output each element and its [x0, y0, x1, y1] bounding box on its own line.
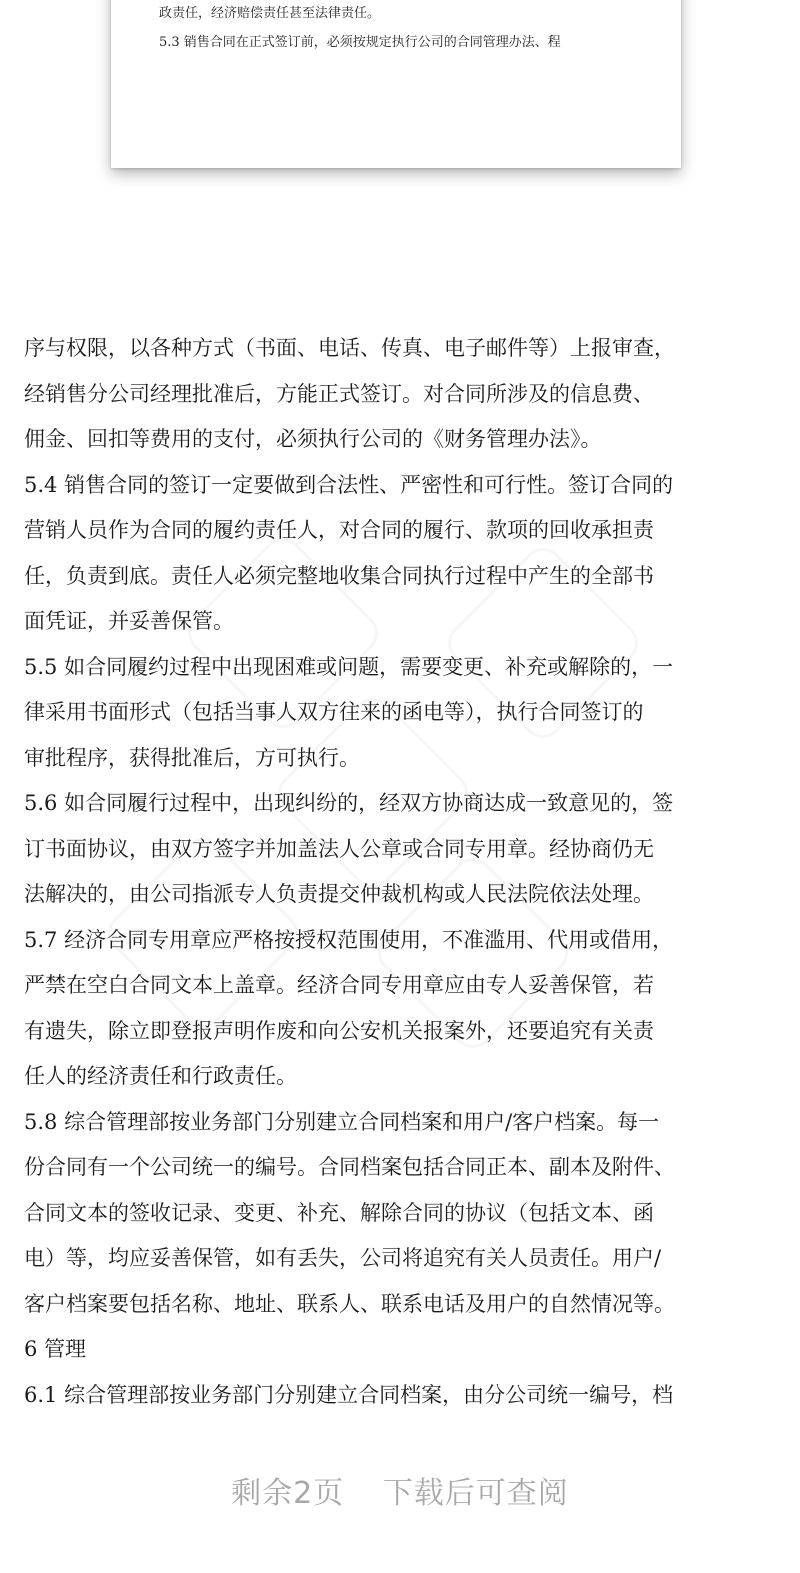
preview-line: 5.3 销售合同在正式签订前，必须按规定执行公司的合同管理办法、程 — [159, 35, 561, 50]
text-line: 律采用书面形式（包括当事人双方往来的函电等），执行合同签订的 — [24, 700, 644, 724]
text-line: 合同文本的签收记录、变更、补充、解除合同的协议（包括文本、函 — [24, 1200, 654, 1225]
text-line: 佣金、回扣等费用的支付，必须执行公司的《财务管理办法》。 — [24, 427, 602, 451]
download-to-view-text[interactable]: 下载后可查阅 — [382, 1476, 569, 1511]
text-line: 5.8 综合管理部按业务部门分别建立合同档案和用户/客户档案。每一 — [24, 1109, 660, 1134]
text-line: 序与权限，以各种方式（书面、电话、传真、电子邮件等）上报审查， — [24, 336, 675, 360]
text-line: 经销售分公司经理批准后，方能正式签订。对合同所涉及的信息费、 — [24, 381, 654, 406]
page-preview-card — [111, 0, 681, 168]
text-line: 客户档案要包括名称、地址、联系人、联系电话及用户的自然情况等。 — [24, 1291, 675, 1316]
document-body — [24, 326, 786, 1418]
text-line: 法解决的，由公司指派专人负责提交仲裁机构或人民法院依法处理。 — [24, 882, 654, 906]
text-line: 有遗失，除立即登报声明作废和向公安机关报案外，还要追究有关责 — [24, 1018, 654, 1043]
text-line: 任，负责到底。责任人必须完整地收集合同执行过程中产生的全部书 — [24, 563, 654, 588]
text-line: 电）等，均应妥善保管，如有丢失，公司将追究有关人员责任。用户/ — [24, 1246, 662, 1270]
text-line: 任人的经济责任和行政责任。 — [24, 1064, 297, 1088]
text-line: 6.1 综合管理部按业务部门分别建立合同档案，由分公司统一编号，档 — [24, 1382, 674, 1407]
text-line: 5.7 经济合同专用章应严格按授权范围使用，不准滥用、代用或借用， — [24, 927, 674, 952]
text-line: 5.4 销售合同的签订一定要做到合法性、严密性和可行性。签订合同的 — [24, 472, 674, 497]
text-line: 审批程序，获得批准后，方可执行。 — [24, 745, 360, 770]
text-line: 营销人员作为合同的履约责任人，对合同的履行、款项的回收承担责 — [24, 518, 654, 542]
text-line: 订书面协议，由双方签字并加盖法人公章或合同专用章。经协商仍无 — [24, 836, 654, 861]
text-line: 严禁在空白合同文本上盖章。经济合同专用章应由专人妥善保管，若 — [24, 973, 654, 997]
text-line: 5.6 如合同履行过程中，出现纠纷的，经双方协商达成一致意见的，签 — [24, 791, 674, 815]
preview-line: 政责任，经济赔偿责任甚至法律责任。 — [159, 6, 381, 21]
text-line: 5.5 如合同履约过程中出现困难或问题，需要变更、补充或解除的，一 — [24, 654, 674, 679]
text-line: 面凭证，并妥善保管。 — [24, 609, 234, 633]
download-notice[interactable] — [0, 1468, 800, 1512]
section-heading: 6 管理 — [24, 1337, 87, 1361]
remaining-pages-text: 剩余2页 — [231, 1476, 345, 1511]
text-line: 份合同有一个公司统一的编号。合同档案包括合同正本、副本及附件、 — [24, 1155, 675, 1179]
